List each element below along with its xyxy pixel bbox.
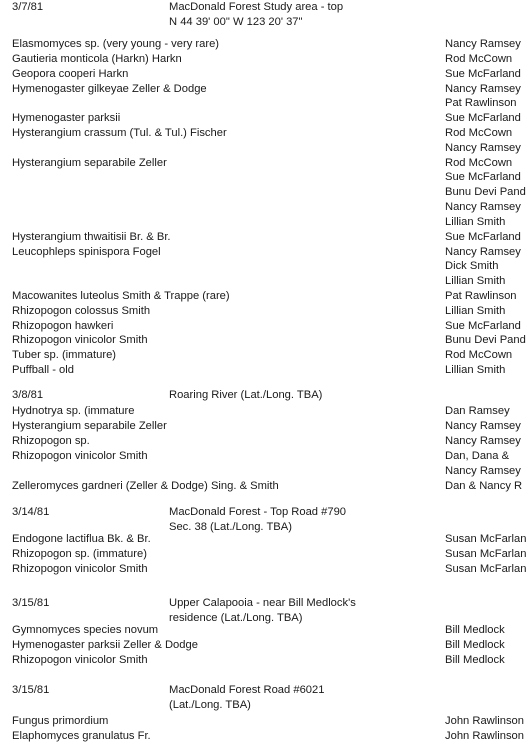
collector-name: Dick Smith [445, 260, 499, 272]
collector-name: Susan McFarlan [445, 548, 527, 560]
species-name: Rhizopogon vinicolor Smith [12, 450, 148, 462]
section-date: 3/14/81 [12, 506, 50, 518]
species-name: Gymnomyces species novum [12, 624, 159, 636]
collector-name: Sue McFarland [445, 320, 521, 332]
collector-name: Lillian Smith [445, 275, 506, 287]
collector-name: Sue McFarland [445, 112, 521, 124]
section-date: 3/15/81 [12, 597, 50, 609]
section-location: N 44 39' 00" W 123 20' 37" [169, 15, 303, 28]
collector-name: Bunu Devi Pand [445, 186, 526, 198]
species-name: Rhizopogon vinicolor Smith [12, 334, 148, 346]
collector-name: Susan McFarlan [445, 563, 527, 575]
collector-name: Susan McFarlan [445, 533, 527, 545]
collector-name: John Rawlinson [445, 715, 524, 727]
collector-name: Nancy Ramsey [445, 435, 521, 447]
species-name: Rhizopogon colossus Smith [12, 305, 151, 317]
collector-name: Nancy Ramsey [445, 142, 521, 154]
species-name: Hysterangium crassum (Tul. & Tul.) Fischer [12, 127, 227, 139]
species-name: Rhizopogon sp. (immature) [12, 548, 147, 560]
collector-name: Lillian Smith [445, 305, 506, 317]
species-name: Macowanites luteolus Smith & Trappe (rare) [12, 290, 230, 302]
species-name: Tuber sp. (immature) [12, 349, 117, 361]
collector-name: Sue McFarland [445, 171, 521, 183]
section-location: Roaring River (Lat./Long. TBA) [169, 389, 323, 401]
section-location: residence (Lat./Long. TBA) [169, 611, 303, 624]
section-date: 3/15/81 [12, 684, 50, 696]
section-location: MacDonald Forest Study area - top [169, 1, 344, 13]
species-name: Rhizopogon hawkeri [12, 320, 114, 332]
species-name: Hysterangium thwaitisii Br. & Br. [12, 231, 171, 243]
species-name: Leucophleps spinispora Fogel [12, 246, 161, 258]
collector-name: Nancy Ramsey [445, 38, 521, 50]
species-name: Puffball - old [12, 364, 74, 376]
section-location: MacDonald Forest - Top Road #790 [169, 506, 347, 518]
species-name: Hymenogaster parksii [12, 112, 121, 124]
section-location: MacDonald Forest Road #6021 [169, 684, 325, 696]
collector-name: Bill Medlock [445, 639, 505, 651]
species-name: Gautieria monticola (Harkn) Harkn [12, 53, 182, 65]
section-location: Sec. 38 (Lat./Long. TBA) [169, 520, 292, 533]
collector-name: Dan Ramsey [445, 405, 510, 417]
collector-name: Dan & Nancy R [445, 480, 523, 492]
species-name: Geopora cooperi Harkn [12, 68, 129, 80]
collector-name: Pat Rawlinson [445, 97, 517, 109]
collector-name: Bill Medlock [445, 624, 505, 636]
collector-name: Dan, Dana & [445, 450, 510, 462]
species-name: Elasmomyces sp. (very young - very rare) [12, 38, 220, 50]
collector-name: Sue McFarland [445, 231, 521, 243]
collector-name: Bunu Devi Pand [445, 334, 526, 346]
section-date: 3/7/81 [12, 1, 44, 13]
species-name: Endogone lactiflua Bk. & Br. [12, 533, 151, 545]
section-location: Upper Calapooia - near Bill Medlock's [169, 597, 356, 609]
collector-name: Nancy Ramsey [445, 246, 521, 258]
collector-name: Rod McCown [445, 157, 513, 169]
species-name: Elaphomyces granulatus Fr. [12, 730, 151, 742]
collector-name: Nancy Ramsey [445, 201, 521, 213]
collector-name: Nancy Ramsey [445, 420, 521, 432]
collector-name: Nancy Ramsey [445, 83, 521, 95]
collector-name: John Rawlinson [445, 730, 524, 742]
collector-name: Rod McCown [445, 349, 513, 361]
collector-name: Lillian Smith [445, 364, 506, 376]
species-name: Rhizopogon sp. [12, 435, 90, 447]
species-name: Rhizopogon vinicolor Smith [12, 654, 148, 666]
section-location: (Lat./Long. TBA) [169, 698, 251, 711]
collector-name: Bill Medlock [445, 654, 505, 666]
species-name: Hymenogaster gilkeyae Zeller & Dodge [12, 83, 207, 95]
collector-name: Rod McCown [445, 53, 513, 65]
species-name: Hysterangium separabile Zeller [12, 420, 167, 432]
species-name: Hymenogaster parksii Zeller & Dodge [12, 639, 198, 651]
species-name: Hysterangium separabile Zeller [12, 157, 167, 169]
collector-name: Lillian Smith [445, 216, 506, 228]
species-name: Zelleromyces gardneri (Zeller & Dodge) Sing. & Smith [12, 480, 279, 492]
species-name: Hydnotrya sp. (immature [12, 405, 135, 417]
section-date: 3/8/81 [12, 389, 44, 401]
collector-name: Nancy Ramsey [445, 465, 521, 477]
collector-name: Pat Rawlinson [445, 290, 517, 302]
collector-name: Sue McFarland [445, 68, 521, 80]
species-name: Rhizopogon vinicolor Smith [12, 563, 148, 575]
species-name: Fungus primordium [12, 715, 109, 727]
collector-name: Rod McCown [445, 127, 513, 139]
